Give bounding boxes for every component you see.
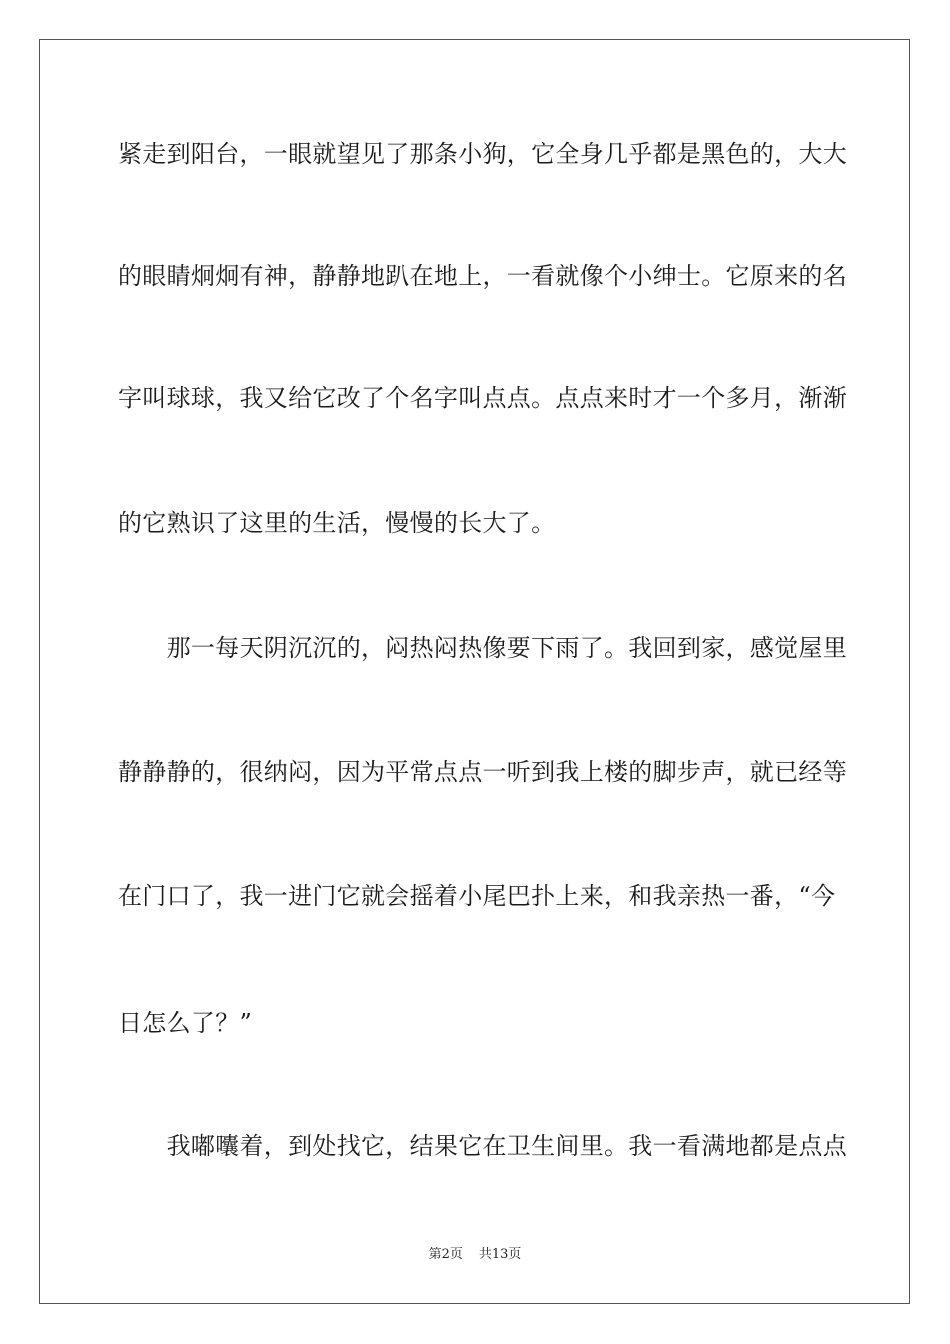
text-line: 在门口了，我一进门它就会摇着小尾巴扑上来，和我亲热一番，“今 [118,882,836,910]
page-border [39,39,910,1304]
text-line: 日怎么了？” [118,1009,253,1037]
text-line: 的眼睛炯炯有神，静静地趴在地上，一看就像个小绅士。它原来的名 [118,262,847,290]
text-line: 紧走到阳台，一眼就望见了那条小狗，它全身几乎都是黑色的，大大 [118,140,847,168]
text-line: 静静静的，很纳闷，因为平常点点一听到我上楼的脚步声，就已经等 [118,758,847,786]
page-footer [0,1247,950,1263]
page-number: 第2页 [428,1247,463,1262]
text-line: 我嘟囔着，到处找它，结果它在卫生间里。我一看满地都是点点 [118,1132,847,1160]
text-line: 字叫球球，我又给它改了个名字叫点点。点点来时才一个多月，渐渐 [118,384,847,412]
text-line: 那一每天阴沉沉的，闷热闷热像要下雨了。我回到家，感觉屋里 [118,634,847,662]
text-line: 的它熟识了这里的生活，慢慢的长大了。 [118,509,556,537]
page-total: 共13页 [478,1247,522,1262]
